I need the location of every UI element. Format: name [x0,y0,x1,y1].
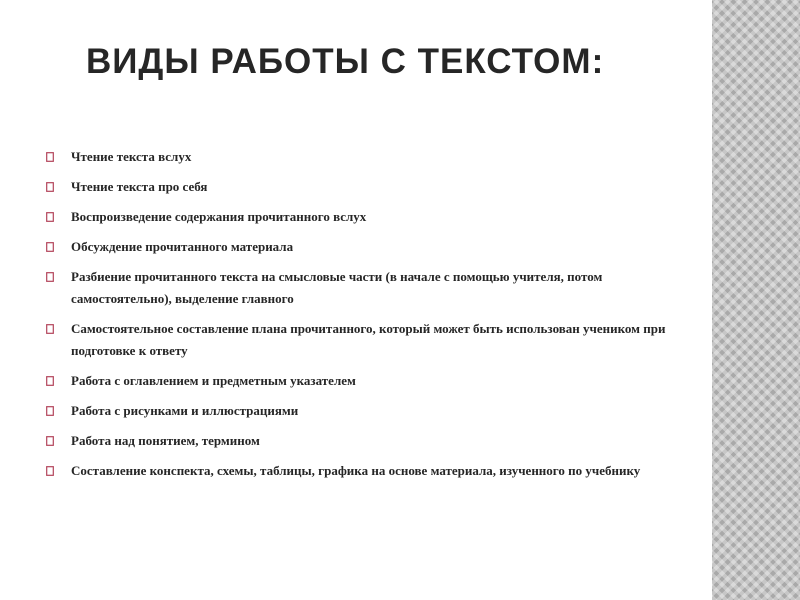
bullet-text: Обсуждение прочитанного материала [71,239,294,254]
bullet-item [46,370,676,392]
bullet-item [46,236,676,258]
bullet-text: Работа с оглавлением и предметным указателем [71,373,356,388]
hollow-square-bullet-icon [46,212,54,222]
slide-title: ВИДЫ РАБОТЫ С ТЕКСТОМ: [86,42,605,81]
bullet-text: Чтение текста вслух [71,149,192,164]
hollow-square-bullet-icon [46,324,54,334]
bullet-item [46,176,676,198]
bullet-item [46,430,676,452]
bullet-text: Воспроизведение содержания прочитанного вслух [71,209,367,224]
bullet-list [46,146,676,490]
hollow-square-bullet-icon [46,242,54,252]
hollow-square-bullet-icon [46,182,54,192]
hollow-square-bullet-icon [46,406,54,416]
hollow-square-bullet-icon [46,376,54,386]
bullet-text: Разбиение прочитанного текста на смысловые части (в начале с помощью учителя, потом самостоятельно), выделение главного [71,269,603,306]
bullet-item [46,400,676,422]
decorative-side-panel [712,0,800,600]
bullet-item [46,266,676,310]
hollow-square-bullet-icon [46,436,54,446]
bullet-text: Работа над понятием, термином [71,433,260,448]
hollow-square-bullet-icon [46,272,54,282]
bullet-item [46,146,676,168]
bullet-item [46,206,676,228]
bullet-text: Работа с рисунками и иллюстрациями [71,403,299,418]
bullet-text: Самостоятельное составление плана прочитанного, который может быть использован учеником при подготовке к ответу [71,321,666,358]
hollow-square-bullet-icon [46,466,54,476]
bullet-item [46,318,676,362]
bullet-item [46,460,676,482]
hollow-square-bullet-icon [46,152,54,162]
bullet-text: Чтение текста про себя [71,179,208,194]
bullet-text: Составление конспекта, схемы, таблицы, графика на основе материала, изученного по учебнику [71,463,641,478]
